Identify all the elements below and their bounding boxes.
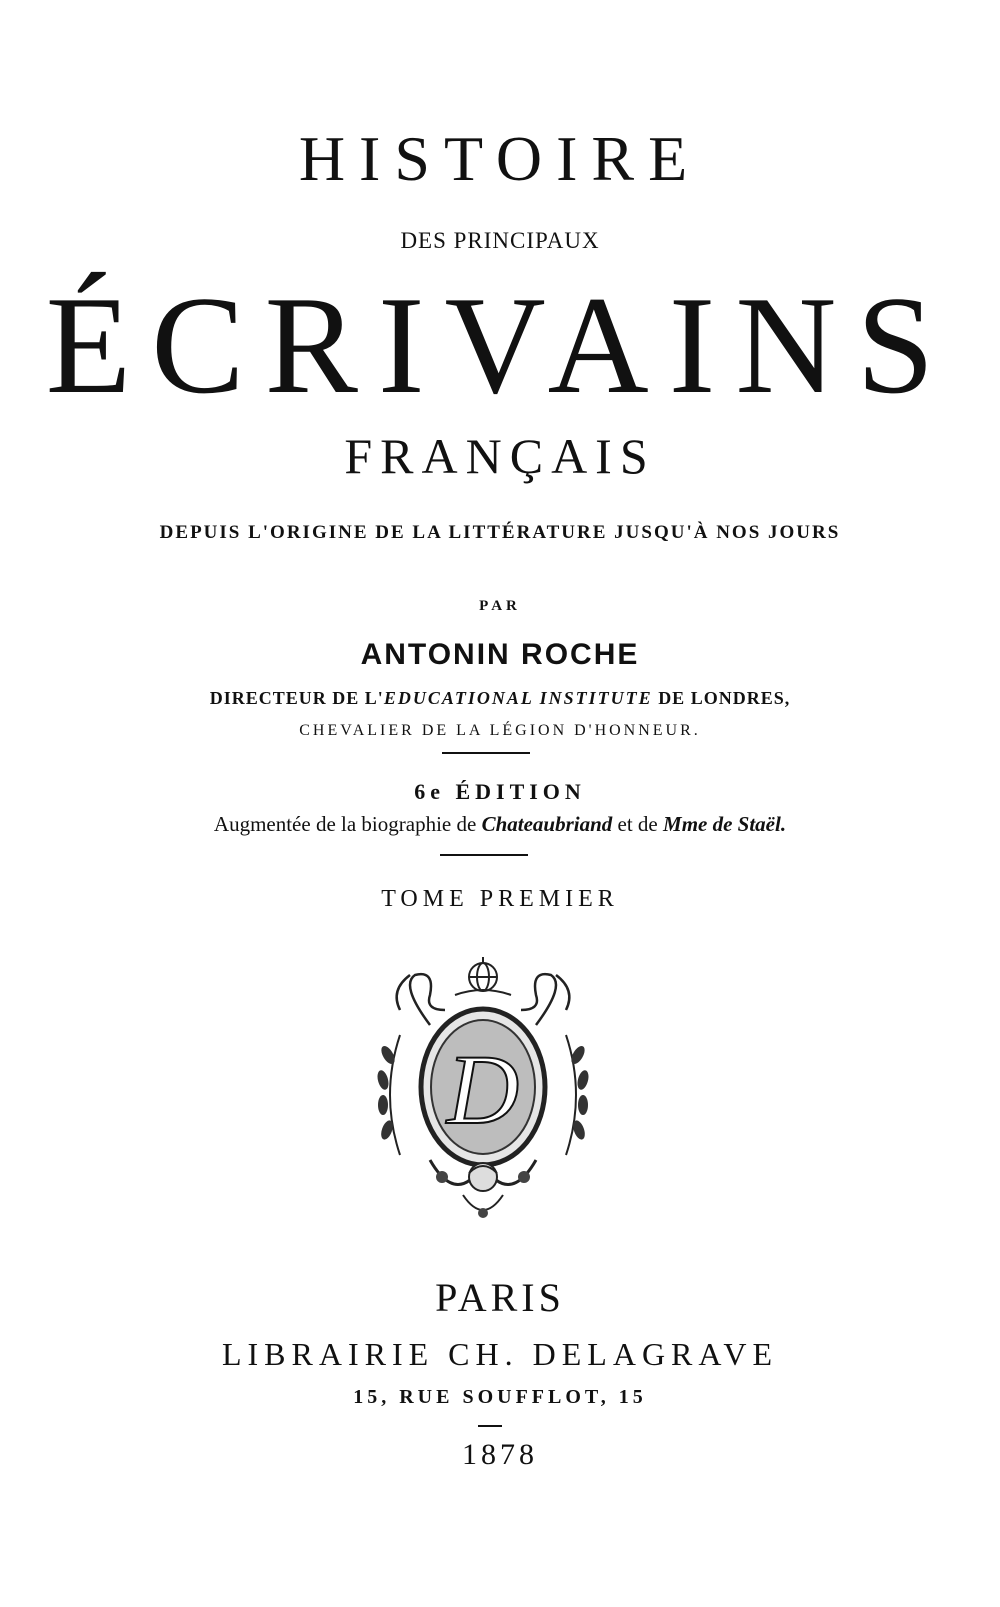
divider-rule-1 (442, 752, 530, 754)
by-label: PAR (479, 598, 521, 614)
author-role-institution: EDUCATIONAL INSTITUTE (383, 688, 653, 708)
face-ornament (430, 1160, 536, 1218)
vignette-monogram: D (446, 1034, 520, 1145)
author-role (0, 688, 1000, 709)
publisher-vignette-emblem (370, 955, 596, 1225)
title-line-francais: FRANÇAIS (344, 428, 656, 484)
subtitle: DEPUIS L'ORIGINE DE LA LITTÉRATURE JUSQU'À NOS JOURS (159, 522, 841, 543)
publisher-address: 15, RUE SOUFFLOT, 15 (353, 1386, 647, 1408)
author-role-suffix: DE LONDRES, (652, 688, 791, 708)
augmentation-name-1: Chateaubriand (481, 812, 613, 836)
author-role-prefix: DIRECTEUR DE L' (209, 688, 384, 708)
publisher-name: LIBRAIRIE CH. DELAGRAVE (221, 1336, 779, 1372)
author-honor: CHEVALIER DE LA LÉGION D'HONNEUR. (299, 722, 701, 739)
volume-label: TOME PREMIER (381, 886, 619, 912)
title-line-des-principaux: DES PRINCIPAUX (400, 228, 600, 253)
augmentation-name-2: Mme de Staël. (663, 812, 787, 836)
augmentation-note (0, 812, 1000, 837)
globe-ornament (455, 957, 511, 995)
augmentation-middle: et de (612, 812, 664, 836)
title-line-ecrivains: ÉCRIVAINS (45, 268, 955, 423)
title-line-histoire: HISTOIRE (298, 123, 702, 194)
divider-rule-2 (440, 854, 528, 856)
divider-rule-3 (478, 1425, 502, 1427)
publisher-city: PARIS (435, 1275, 565, 1320)
publication-year: 1878 (462, 1438, 538, 1471)
author-name: ANTONIN ROCHE (360, 638, 640, 671)
augmentation-prefix: Augmentée de la biographie de (213, 812, 482, 836)
edition-label: 6e ÉDITION (414, 779, 586, 804)
